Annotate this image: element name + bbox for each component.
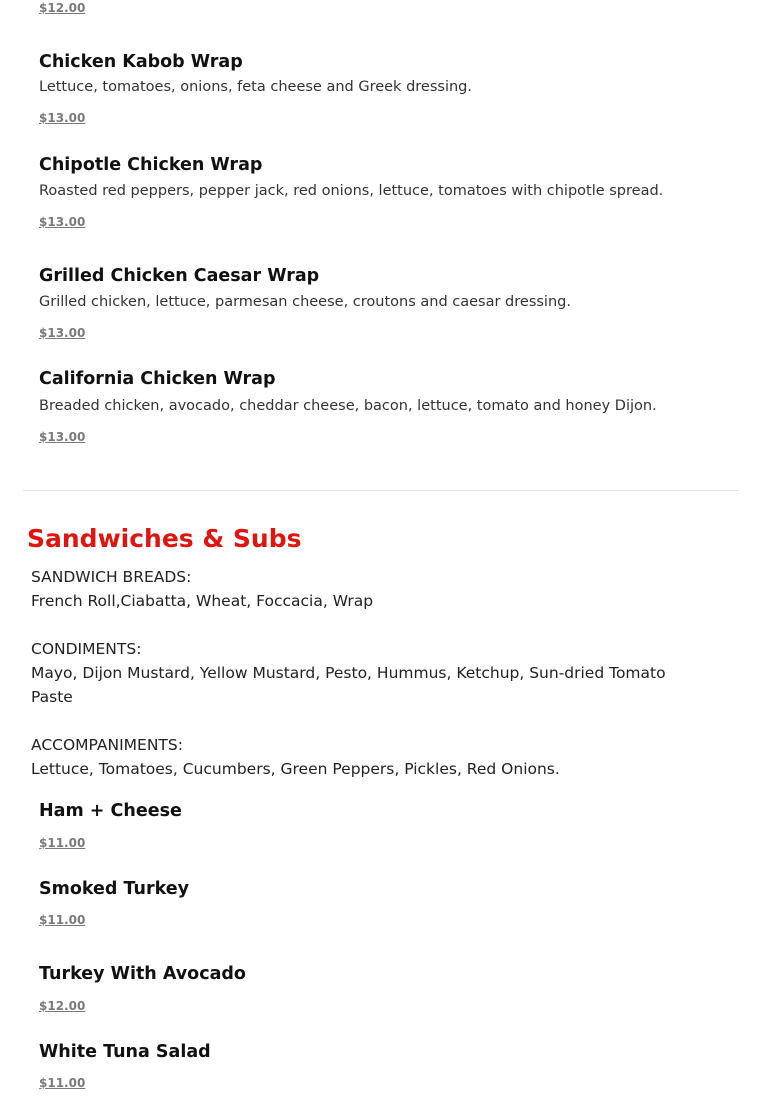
price-link[interactable]: $13.00 — [39, 215, 86, 229]
breads-label: SANDWICH BREADS: — [31, 568, 192, 586]
menu-item-title: Chipotle Chicken Wrap — [39, 155, 263, 175]
condiments-value: Mayo, Dijon Mustard, Yellow Mustard, Pesto, Hummus, Ketchup, Sun-dried Tomato — [31, 664, 666, 682]
menu-item-title: Turkey With Avocado — [39, 964, 246, 984]
menu-item-title: California Chicken Wrap — [39, 369, 276, 389]
menu-item-description: Grilled chicken, lettuce, parmesan cheese, croutons and caesar dressing. — [39, 294, 571, 310]
breads-value: French Roll,Ciabatta, Wheat, Foccacia, Wrap — [31, 592, 374, 610]
price-link[interactable]: $11.00 — [39, 1076, 86, 1090]
price-link[interactable]: $12.00 — [39, 999, 86, 1013]
accompaniments-label: ACCOMPANIMENTS: — [31, 736, 183, 754]
menu-item-description: Lettuce, tomatoes, onions, feta cheese and Greek dressing. — [39, 79, 472, 95]
menu-item-title: Smoked Turkey — [39, 879, 190, 899]
price-link[interactable]: $13.00 — [39, 430, 86, 444]
menu-item-title: White Tuna Salad — [39, 1042, 211, 1062]
price-link[interactable]: $13.00 — [39, 111, 86, 125]
condiments-value-continued: Paste — [31, 688, 73, 706]
menu-item-title: Grilled Chicken Caesar Wrap — [39, 266, 320, 286]
price-link[interactable]: $12.00 — [39, 1, 86, 15]
price-link[interactable]: $11.00 — [39, 913, 86, 927]
price-link[interactable]: $11.00 — [39, 836, 86, 850]
menu-item-title: Chicken Kabob Wrap — [39, 52, 243, 72]
price-link[interactable]: $13.00 — [39, 326, 86, 340]
menu-item-description: Breaded chicken, avocado, cheddar cheese, bacon, lettuce, tomato and honey Dijon. — [39, 398, 657, 414]
condiments-label: CONDIMENTS: — [31, 640, 142, 658]
section-title: Sandwiches & Subs — [27, 524, 302, 553]
section-divider — [23, 490, 739, 491]
menu-item-description: Roasted red peppers, pepper jack, red onions, lettuce, tomatoes with chipotle spread. — [39, 183, 664, 199]
menu-item-title: Ham + Cheese — [39, 801, 182, 821]
accompaniments-value: Lettuce, Tomatoes, Cucumbers, Green Peppers, Pickles, Red Onions. — [31, 760, 560, 778]
